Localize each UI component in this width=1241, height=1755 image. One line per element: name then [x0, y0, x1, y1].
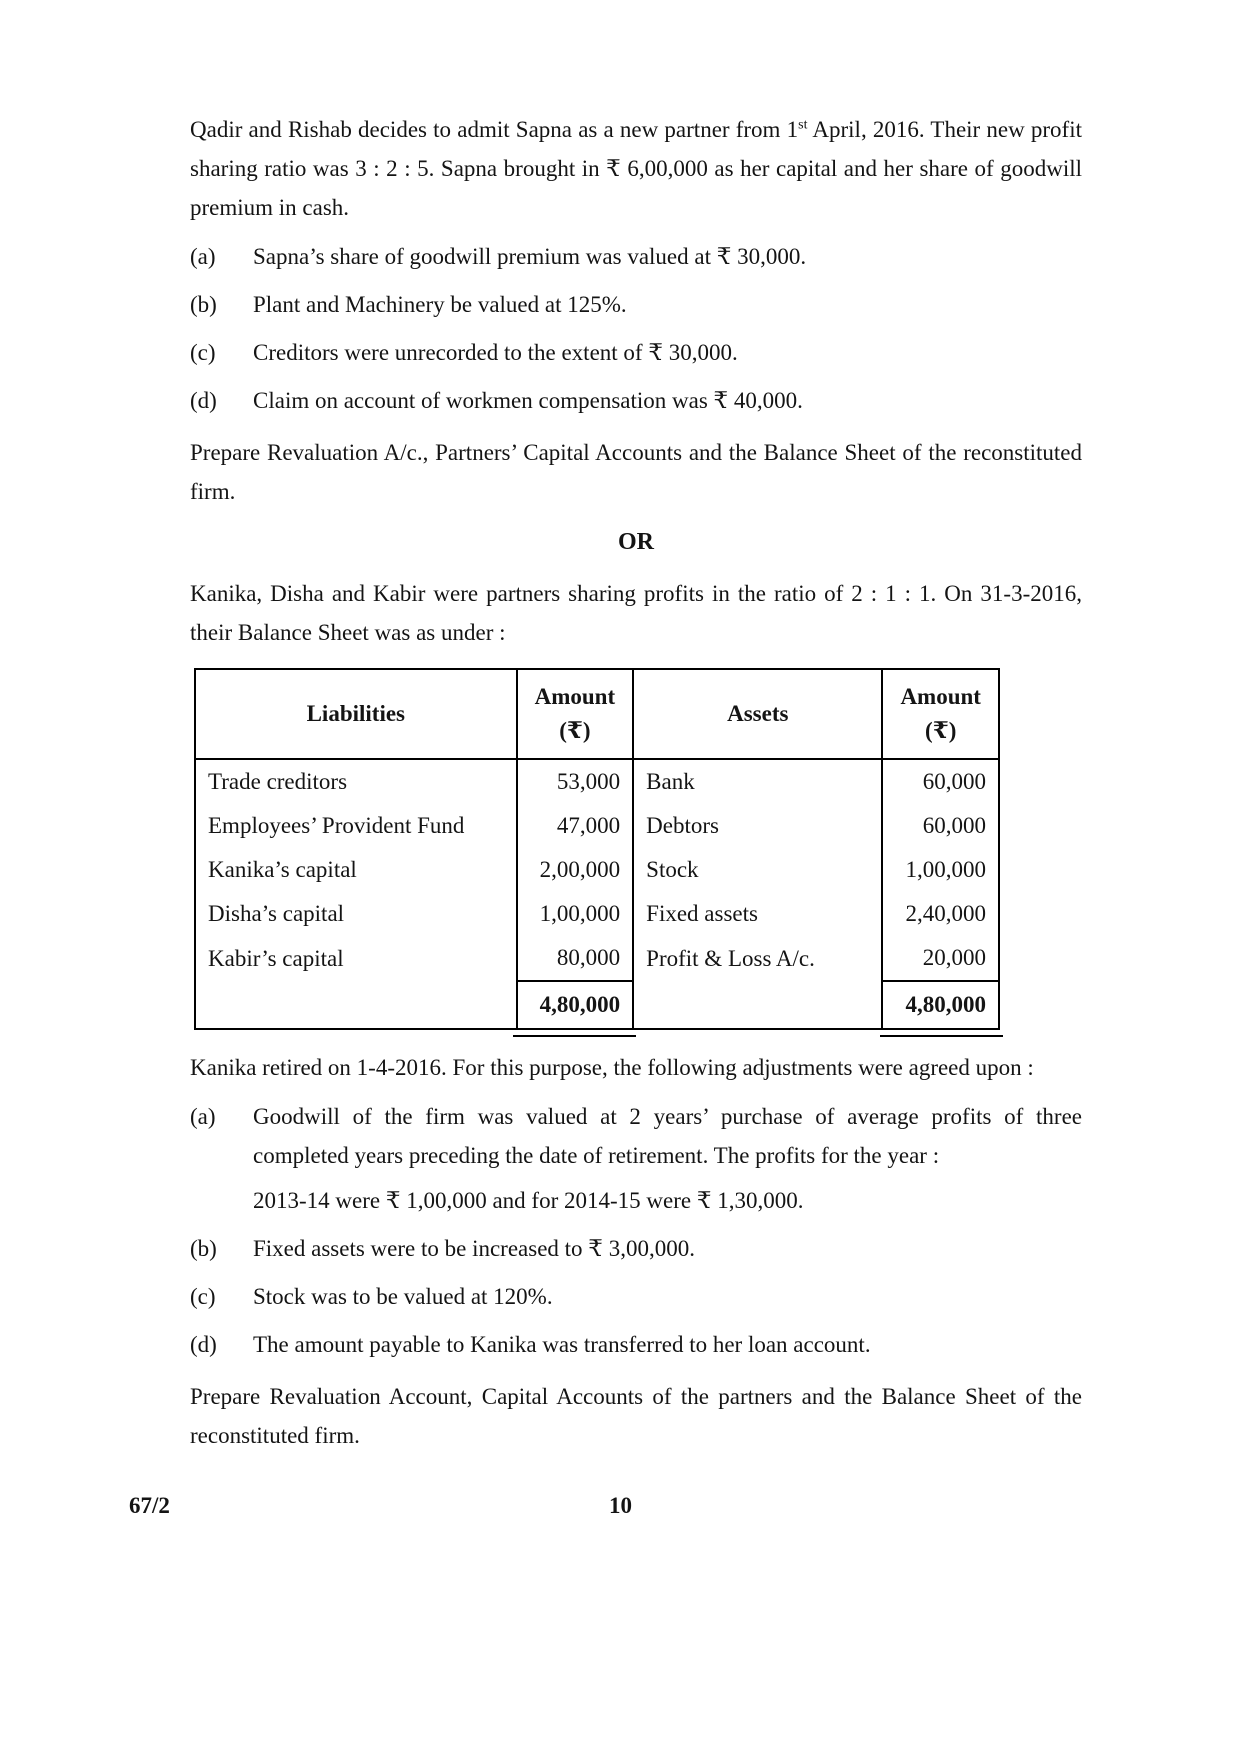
- question2-closing: Prepare Revaluation Account, Capital Accounts of the partners and the Balance Sheet of the reconstituted firm.: [190, 1384, 1082, 1448]
- list-item-b: [190, 285, 1082, 324]
- liability-amount: 2,00,000: [517, 848, 634, 892]
- question2-retirement-note: Kanika retired on 1-4-2016. For this purpose, the following adjustments were agreed upon :: [190, 1055, 1034, 1080]
- question1-intro-part2: April, 2016. Their new profit sharing ratio was 3 : 2 : 5. Sapna brought in ₹ 6,00,000 as her capital and her share of goodwill premium in cash.: [190, 117, 1082, 220]
- liability-name: Kabir’s capital: [208, 945, 344, 971]
- list-item-c: [190, 333, 1082, 372]
- list-item-c: [190, 1277, 1082, 1316]
- balance-sheet-table: [194, 668, 1000, 1030]
- table-row: [195, 804, 999, 848]
- list-item-text: Plant and Machinery be valued at 125%.: [253, 292, 627, 317]
- liability-amount: 47,000: [517, 804, 634, 848]
- question2-intro: Kanika, Disha and Kabir were partners sharing profits in the ratio of 2 : 1 : 1. On 31-3-2016, their Balance Sheet was as under :: [190, 581, 1082, 645]
- asset-name: Stock: [633, 848, 882, 892]
- question2-adjustments-list: [190, 1097, 1082, 1364]
- header-amount-word: Amount: [900, 684, 981, 709]
- header-amount-right: [882, 669, 999, 759]
- list-item-text: Creditors were unrecorded to the extent of ₹ 30,000.: [253, 340, 738, 365]
- list-item-text: Fixed assets were to be increased to ₹ 3,00,000.: [253, 1236, 695, 1261]
- asset-amount: 60,000: [882, 759, 999, 804]
- question1-intro-part1: Qadir and Rishab decides to admit Sapna as a new partner from 1: [190, 117, 799, 142]
- table-row: [195, 848, 999, 892]
- total-double-rule-left: [513, 1035, 636, 1037]
- question1-adjustments-list: [190, 237, 1082, 420]
- list-item-d: [190, 1325, 1082, 1364]
- empty-cell: [195, 981, 517, 1029]
- list-item-a: [190, 1097, 1082, 1220]
- table-row: [195, 892, 999, 936]
- asset-name: Fixed assets: [633, 892, 882, 936]
- list-item-a: [190, 237, 1082, 276]
- header-rupee-symbol: (₹): [925, 718, 957, 743]
- asset-name: Debtors: [633, 804, 882, 848]
- list-item-text: [253, 1097, 1082, 1220]
- list-item-text: Sapna’s share of goodwill premium was valued at ₹ 30,000.: [253, 244, 807, 269]
- liability-name: Employees’ Provident Fund: [208, 813, 465, 838]
- header-amount-left: [517, 669, 634, 759]
- table-total-row: [195, 981, 999, 1029]
- ordinal-superscript: st: [798, 117, 808, 133]
- table-row: [195, 759, 999, 804]
- asset-amount: 20,000: [882, 936, 999, 981]
- list-marker: (c): [190, 340, 216, 365]
- page-footer: [0, 1493, 1241, 1519]
- header-assets: Assets: [633, 669, 882, 759]
- list-item-text: Stock was to be valued at 120%.: [253, 1284, 553, 1309]
- table-row: [195, 936, 999, 981]
- question1-closing: Prepare Revaluation A/c., Partners’ Capital Accounts and the Balance Sheet of the reconstituted firm.: [190, 440, 1082, 504]
- asset-amount: 2,40,000: [882, 892, 999, 936]
- list-marker: (c): [190, 1284, 216, 1309]
- header-amount-word: Amount: [534, 684, 616, 709]
- list-marker: (b): [190, 1236, 217, 1261]
- header-liabilities: Liabilities: [195, 669, 517, 759]
- header-rupee-symbol: (₹): [559, 718, 591, 743]
- list-item-d: [190, 381, 1082, 420]
- asset-name: Bank: [633, 759, 882, 804]
- balance-sheet: [194, 668, 1000, 1030]
- list-marker: (a): [190, 244, 216, 269]
- list-marker: (a): [190, 1104, 216, 1129]
- question1-intro: [190, 110, 1082, 227]
- total-double-rule-right: [880, 1035, 1003, 1037]
- empty-cell: [633, 981, 882, 1029]
- liability-name: Kanika’s capital: [208, 857, 357, 882]
- total-liabilities: 4,80,000: [517, 981, 634, 1029]
- asset-name: Profit & Loss A/c.: [633, 936, 882, 981]
- list-marker: (d): [190, 1332, 217, 1357]
- paper-code: 67/2: [129, 1493, 170, 1518]
- page-content: [190, 110, 1082, 1465]
- liability-amount: 53,000: [517, 759, 634, 804]
- page-number: 10: [609, 1493, 632, 1518]
- list-marker: (b): [190, 292, 217, 317]
- list-item-text: The amount payable to Kanika was transferred to her loan account.: [253, 1332, 871, 1357]
- table-header-row: [195, 669, 999, 759]
- liability-name: Trade creditors: [208, 769, 348, 794]
- profits-detail-line: 2013-14 were ₹ 1,00,000 and for 2014-15 were ₹ 1,30,000.: [253, 1188, 804, 1213]
- goodwill-clause: Goodwill of the firm was valued at 2 years’ purchase of average profits of three completed years preceding the date of retirement. The profits for the year :: [253, 1104, 1082, 1168]
- total-assets: 4,80,000: [882, 981, 999, 1029]
- liability-name: Disha’s capital: [208, 901, 345, 926]
- list-item-text: Claim on account of workmen compensation was ₹ 40,000.: [253, 388, 803, 413]
- asset-amount: 1,00,000: [882, 848, 999, 892]
- list-marker: (d): [190, 388, 217, 413]
- liability-amount: 80,000: [517, 936, 634, 981]
- or-separator: OR: [618, 529, 654, 555]
- list-item-b: [190, 1229, 1082, 1268]
- asset-amount: 60,000: [882, 804, 999, 848]
- liability-amount: 1,00,000: [517, 892, 634, 936]
